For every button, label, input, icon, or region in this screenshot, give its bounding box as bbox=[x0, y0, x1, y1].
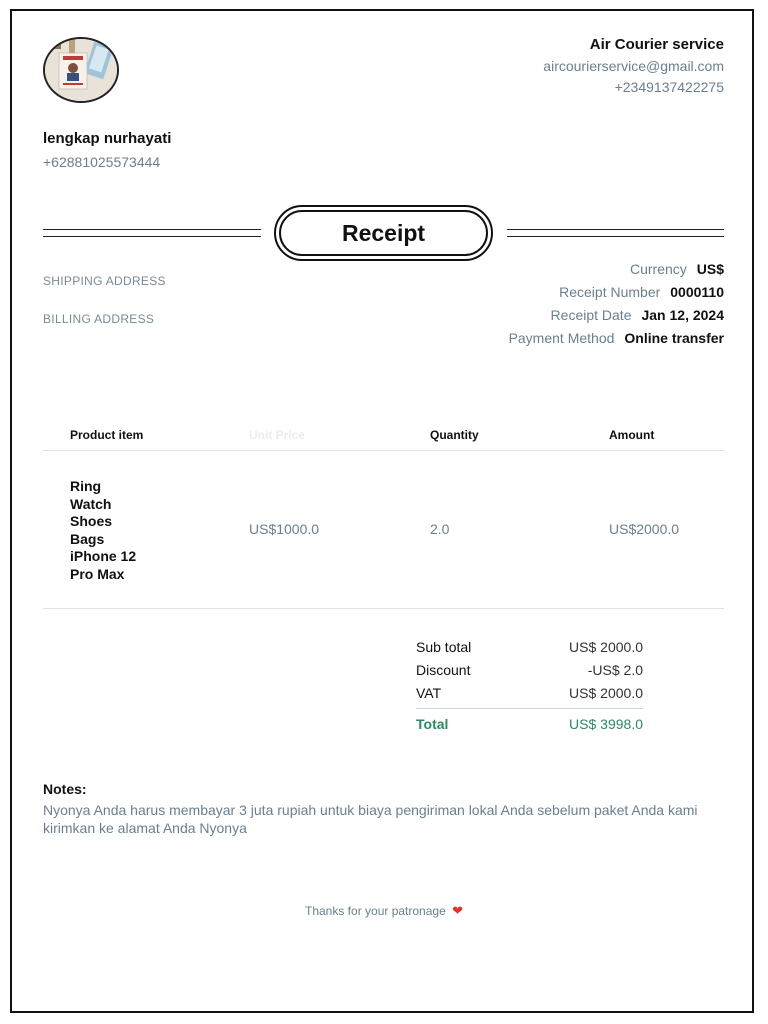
heart-icon: ❤ bbox=[452, 903, 463, 918]
meta-receipt-number bbox=[509, 281, 724, 304]
table-header-divider bbox=[43, 450, 724, 451]
customer-name: lengkap nurhayati bbox=[43, 130, 172, 147]
discount-value: -US$ 2.0 bbox=[587, 662, 643, 678]
product-item: iPhone 12 bbox=[70, 548, 137, 564]
header-amount: Amount bbox=[609, 428, 655, 442]
totals-block bbox=[416, 636, 643, 736]
vat-value: US$ 2000.0 bbox=[569, 685, 643, 701]
company-logo bbox=[43, 37, 119, 103]
billing-address-label: BILLING ADDRESS bbox=[43, 312, 155, 326]
row-quantity: 2.0 bbox=[430, 521, 450, 537]
meta-value: Jan 12, 2024 bbox=[641, 307, 724, 323]
company-info bbox=[543, 37, 724, 98]
customer-phone: +62881025573444 bbox=[43, 154, 161, 170]
row-unit-price: US$1000.0 bbox=[249, 521, 320, 537]
product-item: Watch bbox=[70, 495, 112, 512]
header-unit-price: Unit Price bbox=[249, 428, 306, 442]
notes-title: Notes: bbox=[43, 781, 87, 797]
customer-info bbox=[43, 130, 171, 170]
company-email: aircourierservice@gmail.com bbox=[543, 58, 724, 74]
product-item: Shoes bbox=[70, 513, 113, 529]
receipt-title: Receipt bbox=[279, 210, 488, 256]
vat-label: VAT bbox=[416, 685, 442, 701]
row-amount: US$2000.0 bbox=[609, 521, 680, 537]
grand-total-row bbox=[416, 713, 643, 736]
product-item: Pro Max bbox=[70, 565, 125, 582]
subtotal-label: Sub total bbox=[416, 639, 472, 655]
meta-label: Currency bbox=[629, 261, 687, 277]
meta-value: US$ bbox=[696, 261, 724, 277]
grand-total-label: Total bbox=[416, 716, 449, 732]
meta-payment-method bbox=[509, 327, 724, 350]
header-quantity: Quantity bbox=[430, 428, 479, 442]
discount-label: Discount bbox=[416, 662, 471, 678]
product-item: Ring bbox=[70, 478, 102, 494]
meta-label: Receipt Number bbox=[559, 284, 661, 300]
product-item: Bags bbox=[70, 530, 105, 547]
subtotal-row bbox=[416, 636, 643, 659]
header-product-item: Product item bbox=[70, 428, 144, 442]
company-name: Air Courier service bbox=[589, 36, 724, 53]
meta-currency bbox=[509, 258, 724, 281]
meta-receipt-date bbox=[509, 304, 724, 327]
grand-total-value: US$ 3998.0 bbox=[569, 716, 643, 732]
notes-body: Nyonya Anda harus membayar 3 juta rupiah untuk biaya pengiriman lokal Anda sebelum paket Anda kami kirimkan ke alamat Anda Nyonya bbox=[43, 802, 698, 836]
receipt-title-badge bbox=[274, 205, 493, 261]
meta-value: 0000110 bbox=[670, 284, 724, 300]
meta-value: Online transfer bbox=[624, 330, 724, 346]
discount-row bbox=[416, 659, 643, 682]
receipt-meta bbox=[509, 258, 724, 350]
footer-thanks bbox=[0, 903, 768, 919]
vat-row bbox=[416, 682, 643, 705]
thanks-text: Thanks for your patronage bbox=[305, 904, 446, 918]
company-phone: +2349137422275 bbox=[614, 79, 724, 95]
meta-label: Payment Method bbox=[508, 330, 615, 346]
totals-divider bbox=[416, 708, 643, 709]
meta-label: Receipt Date bbox=[550, 307, 632, 323]
table-row-divider bbox=[43, 608, 724, 609]
title-rule-right bbox=[507, 229, 724, 237]
shipping-address-label: SHIPPING ADDRESS bbox=[43, 274, 166, 288]
title-rule-left bbox=[43, 229, 261, 237]
subtotal-value: US$ 2000.0 bbox=[569, 639, 643, 655]
product-items-list bbox=[70, 478, 136, 583]
